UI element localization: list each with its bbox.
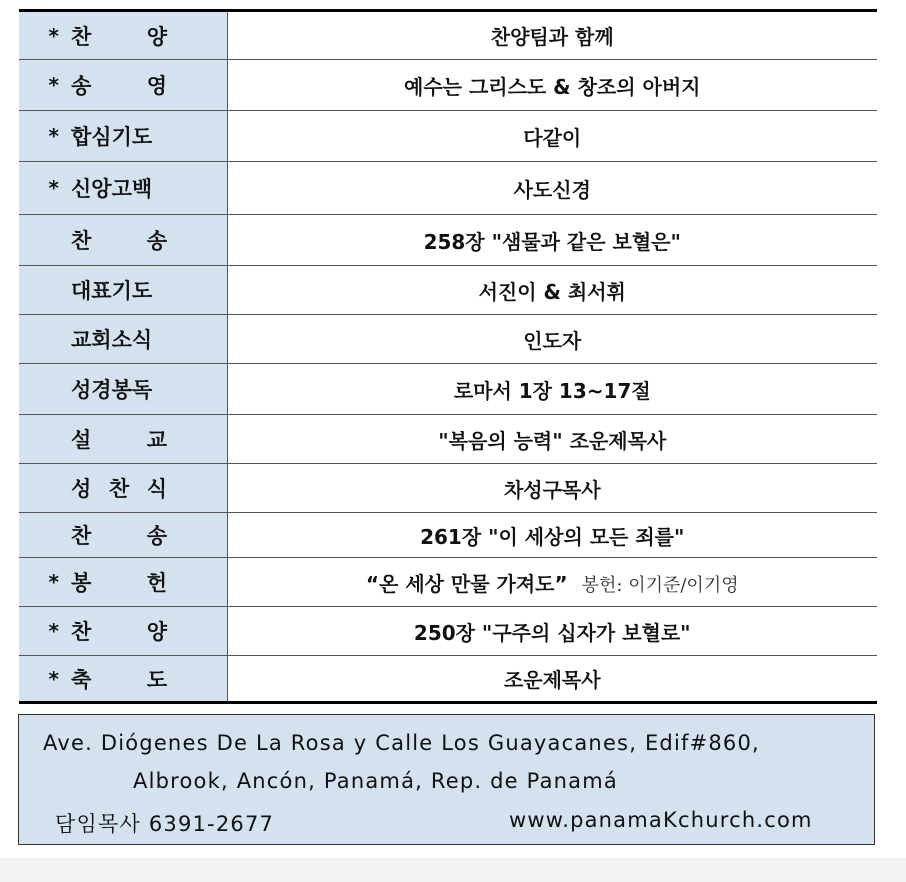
order-item-name-char: 송	[146, 524, 167, 548]
order-item-label-cell	[19, 266, 227, 315]
order-item-label	[19, 21, 227, 51]
order-item-label-cell	[19, 315, 227, 364]
order-item-label	[19, 173, 227, 203]
order-item-label	[19, 520, 227, 550]
order-item-detail: 조운제목사	[503, 668, 601, 692]
order-item-label	[19, 567, 227, 597]
order-item-name: 교회소식	[71, 328, 153, 352]
order-item-detail-cell	[227, 162, 877, 215]
order-item-detail-cell	[227, 11, 877, 60]
address-line-1: Ave. Diógenes De La Rosa y Calle Los Guayacanes, Edif#860,	[43, 731, 760, 755]
order-item-name	[71, 567, 167, 597]
order-item-label	[19, 473, 227, 503]
order-item-name-char: 찬	[71, 229, 92, 253]
order-item-detail: "복음의 능력" 조운제목사	[438, 428, 667, 453]
order-item-label	[19, 324, 227, 354]
order-item-name	[71, 225, 167, 255]
order-item-detail: 로마서 1장 13~17절	[453, 378, 651, 403]
order-item-name-char: 봉	[71, 571, 92, 595]
order-item-detail: 인도자	[523, 328, 582, 353]
required-marker: *	[48, 124, 59, 148]
required-marker: *	[48, 666, 59, 691]
order-item-label-cell	[19, 607, 227, 656]
order-item-detail: 258장 "샘물과 같은 보혈은"	[423, 229, 681, 254]
order-of-service-table	[19, 9, 877, 704]
order-row	[19, 364, 877, 415]
order-item-name	[71, 473, 167, 503]
order-item-name	[71, 21, 167, 51]
order-item-label	[19, 70, 227, 100]
order-item-label	[19, 121, 227, 151]
order-item-name: 대표기도	[71, 279, 153, 303]
order-item-detail: 다같이	[523, 125, 582, 150]
order-row	[19, 215, 877, 266]
order-item-label-cell	[19, 11, 227, 60]
order-item-name	[71, 424, 167, 454]
order-item-name-char: 헌	[146, 571, 167, 595]
order-row	[19, 415, 877, 464]
order-item-name-char: 도	[146, 667, 167, 692]
order-item-name	[71, 70, 167, 100]
order-item-detail: 찬양팀과 함께	[490, 25, 614, 49]
order-item-name: 성경봉독	[71, 378, 153, 402]
order-row	[19, 111, 877, 162]
order-row	[19, 266, 877, 315]
order-row	[19, 464, 877, 513]
order-item-name-char: 찬	[108, 477, 130, 501]
order-item-detail: 250장 "구주의 십자가 보혈로"	[413, 620, 691, 645]
order-row	[19, 60, 877, 111]
order-item-label-cell	[19, 558, 227, 607]
order-item-detail-cell	[227, 607, 877, 656]
order-item-label-cell	[19, 513, 227, 558]
order-item-label-cell	[19, 111, 227, 162]
order-item-label	[19, 616, 227, 646]
order-item-label	[19, 225, 227, 255]
order-item-name-char: 축	[71, 667, 92, 692]
order-item-label	[19, 664, 227, 694]
order-item-name-char: 양	[146, 24, 167, 49]
order-row	[19, 656, 877, 703]
order-item-detail-cell	[227, 464, 877, 513]
order-row	[19, 315, 877, 364]
order-item-name	[71, 520, 167, 550]
order-row	[19, 607, 877, 656]
order-row	[19, 11, 877, 60]
required-marker: *	[48, 23, 59, 48]
order-item-detail-cell	[227, 656, 877, 703]
order-item-detail-cell	[227, 513, 877, 558]
order-item-label	[19, 275, 227, 305]
order-item-detail-cell	[227, 215, 877, 266]
order-item-name-char: 찬	[71, 524, 92, 548]
order-item-detail-cell	[227, 315, 877, 364]
order-item-detail: 차성구목사	[503, 477, 601, 502]
order-item-detail: 261장 "이 세상의 모든 죄를"	[420, 524, 685, 549]
order-item-detail-cell	[227, 111, 877, 162]
order-item-name: 신앙고백	[71, 177, 153, 201]
church-info-footer	[18, 714, 875, 845]
order-item-name: 합심기도	[71, 125, 153, 149]
order-item-name-char: 찬	[71, 24, 92, 49]
order-item-name-char: 식	[146, 477, 167, 501]
order-item-name-char: 찬	[71, 620, 92, 644]
order-item-detail: 예수는 그리스도 & 창조의 아버지	[404, 74, 701, 99]
order-item-detail-cell	[227, 266, 877, 315]
order-item-detail-cell	[227, 415, 877, 464]
order-row	[19, 558, 877, 607]
required-marker: *	[48, 619, 59, 643]
order-item-name-char: 양	[146, 620, 167, 644]
website-link[interactable]: www.panamaKchurch.com	[509, 808, 813, 832]
order-item-name-char: 송	[146, 229, 167, 253]
order-item-name-char: 교	[146, 428, 167, 452]
order-item-label-cell	[19, 215, 227, 266]
order-item-detail: “온 세상 만물 가져도”	[365, 571, 568, 596]
required-marker: *	[48, 73, 59, 97]
order-item-name-char: 성	[71, 477, 92, 501]
order-item-label-cell	[19, 162, 227, 215]
required-marker: *	[48, 176, 59, 200]
page-bottom-strip	[0, 858, 906, 882]
order-item-label-cell	[19, 364, 227, 415]
order-item-label-cell	[19, 464, 227, 513]
order-item-detail: 서진이 & 최서휘	[478, 279, 626, 304]
pastor-phone: 담임목사 6391-2677	[55, 812, 275, 836]
offering-note: 봉헌: 이기준/이기영	[581, 574, 739, 596]
order-of-service-body	[19, 11, 877, 703]
required-marker: *	[48, 570, 59, 594]
order-item-detail-cell	[227, 60, 877, 111]
order-row	[19, 162, 877, 215]
order-item-detail-cell	[227, 364, 877, 415]
order-item-detail: 사도신경	[513, 177, 591, 202]
order-item-name	[71, 616, 167, 646]
order-item-name	[71, 664, 167, 694]
address-line-2: Albrook, Ancón, Panamá, Rep. de Panamá	[133, 769, 618, 793]
order-item-label-cell	[19, 60, 227, 111]
order-item-label	[19, 374, 227, 404]
order-item-label-cell	[19, 415, 227, 464]
order-item-name-char: 설	[71, 428, 92, 452]
order-item-name-char: 영	[146, 74, 167, 98]
order-item-name-char: 송	[71, 74, 92, 98]
order-item-detail-cell	[227, 558, 877, 607]
order-item-label-cell	[19, 656, 227, 703]
order-item-label	[19, 424, 227, 454]
order-row	[19, 513, 877, 558]
